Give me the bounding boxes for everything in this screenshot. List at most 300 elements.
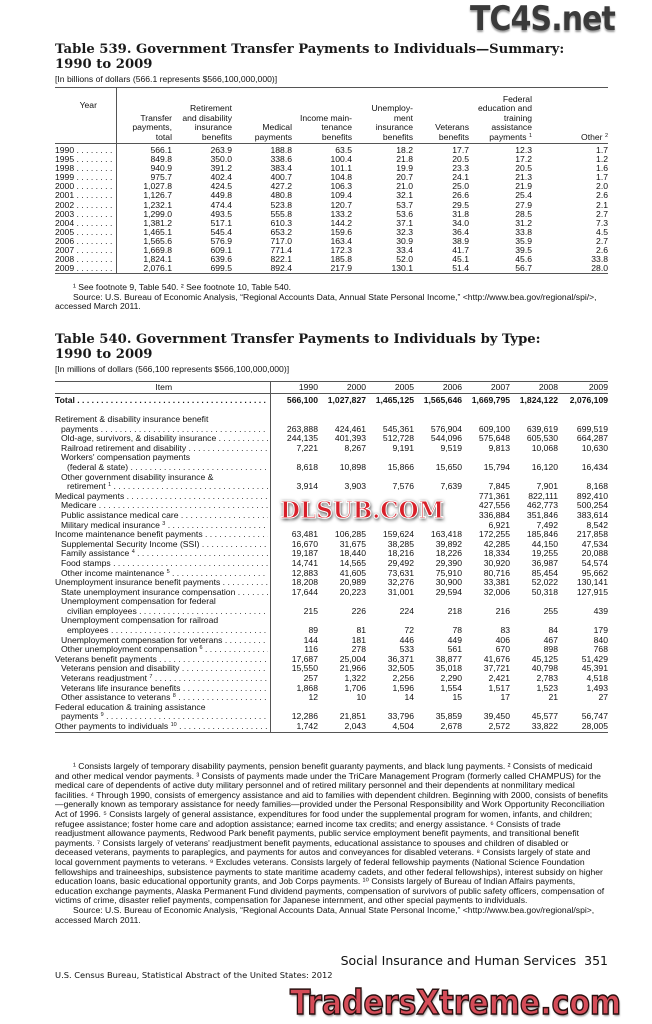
value-cell: 20.5 <box>452 155 469 165</box>
value-cell <box>414 473 462 483</box>
table-row <box>55 155 608 164</box>
column-header <box>55 88 116 144</box>
value-cell: 38,285 <box>387 539 414 549</box>
value-cell: 12.3 <box>515 145 532 155</box>
footnote-marker: 3 <box>162 520 166 527</box>
value-cell: 12 <box>308 693 318 703</box>
value-cell: 44,150 <box>531 539 558 549</box>
year-label: 2004 . . . <box>55 219 113 228</box>
item-label-text: (federal & state) <box>67 462 129 472</box>
year-label: 1998 . . . <box>55 164 113 173</box>
value-cell: 480.8 <box>270 191 292 201</box>
year-label: 1990 . . . <box>55 146 113 155</box>
value-cell: 1,517 <box>488 683 510 693</box>
table-row <box>55 684 608 694</box>
value-cell: 3,914 <box>296 482 318 492</box>
value-cell: 391.2 <box>210 164 232 174</box>
value-cell: 1,596 <box>392 683 414 693</box>
value-cell: 10 <box>356 693 366 703</box>
item-label <box>55 626 268 636</box>
value-cell: 63,481 <box>291 530 318 540</box>
item-label-cell <box>55 521 270 531</box>
source-note: Source: U.S. Bureau of Economic Analysis, “Regional Accounts Data, Annual State Personal Income,” <http://www.bea.gov/regional/spi>, accessed March 2011. <box>55 904 595 925</box>
value-cell: 17,644 <box>291 587 318 597</box>
value-cell: 38,877 <box>435 654 462 664</box>
value-cell: 406 <box>495 635 510 645</box>
value-cell <box>510 703 558 713</box>
item-label-text: Income maintenance benefit payments <box>55 530 203 540</box>
value-cell: 639,619 <box>526 424 558 434</box>
table-row <box>55 616 608 626</box>
value-cell: 31,001 <box>387 587 414 597</box>
value-cell: 7.3 <box>596 218 608 228</box>
item-label-cell <box>55 501 270 511</box>
value-cell: 512,728 <box>382 434 414 444</box>
value-cell: 15,794 <box>483 462 510 472</box>
item-label-cell <box>55 530 270 540</box>
value-cell: 1,027.8 <box>143 182 172 192</box>
value-cell: 216 <box>495 606 510 616</box>
value-cell: 1.6 <box>596 164 608 174</box>
title-line: Table 540. Government Transfer Payments to Individuals by Type: <box>55 332 541 347</box>
column-header: 2008 <box>538 382 558 392</box>
value-cell: 1,742 <box>296 722 318 731</box>
year-cell <box>55 182 116 191</box>
value-cell <box>318 453 366 463</box>
item-label-cell <box>55 540 270 550</box>
value-cell <box>510 597 558 607</box>
value-cell: 1,868 <box>296 683 318 693</box>
value-cell: 185,846 <box>526 530 558 540</box>
item-label-cell <box>55 434 270 444</box>
value-cell: 561 <box>447 645 462 655</box>
item-label-text: Medical payments <box>55 491 125 501</box>
value-cell: 544,096 <box>430 434 462 444</box>
value-cell <box>462 415 510 425</box>
item-label <box>55 607 268 617</box>
value-cell: 2,421 <box>488 674 510 684</box>
value-cell: 84 <box>548 626 558 636</box>
footnote-marker: 1 <box>108 482 112 489</box>
value-cell: 575,648 <box>478 434 510 444</box>
item-label-text: Public assistance medical care <box>61 510 179 520</box>
value-cell: 639.6 <box>210 255 232 265</box>
value-cell: 23.3 <box>452 164 469 174</box>
value-cell: 21 <box>548 693 558 703</box>
value-cell: 21.9 <box>515 182 532 192</box>
footnotes: ¹ See footnote 9, Table 540. ² See footnote 10, Table 540. <box>73 282 292 292</box>
table-540 <box>55 381 608 733</box>
year-cell <box>55 210 116 219</box>
value-cell <box>270 473 318 483</box>
item-label-cell <box>55 473 270 483</box>
table-row <box>55 674 608 684</box>
table-row <box>55 693 608 703</box>
value-cell: 89 <box>308 626 318 636</box>
value-cell: 20,088 <box>581 549 608 559</box>
value-cell: 130,141 <box>576 578 608 588</box>
value-cell <box>318 473 366 483</box>
item-label-cell <box>55 588 270 598</box>
value-cell: 33,381 <box>483 578 510 588</box>
column-header-label: Federal education and training assistance payments <box>478 93 532 142</box>
item-label <box>55 463 268 473</box>
column-header-label: Other <box>581 131 603 142</box>
value-cell: 10,898 <box>339 462 366 472</box>
value-cell: 2.6 <box>596 191 608 201</box>
item-label-text: Food stamps <box>61 558 111 568</box>
value-cell: 144.2 <box>330 218 352 228</box>
item-label-text: State unemployment insurance compensation <box>61 587 236 597</box>
value-cell: 2,678 <box>440 722 462 731</box>
value-cell: 892.4 <box>270 264 292 274</box>
item-label <box>55 425 268 435</box>
item-label-cell <box>55 693 270 703</box>
item-label <box>55 578 268 588</box>
column-header-label: Unemploy-ment insurance benefits <box>371 103 413 142</box>
value-cell: 257 <box>303 674 318 684</box>
value-cell: 2,572 <box>488 722 510 731</box>
table-row <box>55 588 608 598</box>
value-cell: 2.7 <box>596 236 608 246</box>
value-cell <box>366 453 414 463</box>
value-cell: 18.2 <box>396 145 413 155</box>
item-label-cell <box>55 616 270 626</box>
value-cell: 1,565.6 <box>143 236 172 246</box>
table-row <box>55 210 608 219</box>
item-label-text: payments <box>61 712 99 722</box>
value-cell <box>270 453 318 463</box>
value-cell: 56.7 <box>515 264 532 274</box>
value-cell: 20,989 <box>339 578 366 588</box>
value-cell: 263.9 <box>210 145 232 155</box>
value-cell: 462,773 <box>526 501 558 511</box>
value-cell: 53.6 <box>396 209 413 219</box>
item-label <box>55 712 268 722</box>
value-cell: 215 <box>303 606 318 616</box>
value-cell <box>510 407 558 415</box>
value-cell: 47,534 <box>581 539 608 549</box>
year-cell <box>55 144 116 156</box>
table-row <box>55 425 608 435</box>
year-label: 2000 . . . <box>55 182 113 191</box>
value-cell: 36,987 <box>531 558 558 568</box>
footnote-marker: 6 <box>199 645 203 652</box>
year-cell <box>55 173 116 182</box>
footnote-marker: 7 <box>149 674 153 681</box>
value-cell <box>318 597 366 607</box>
table-539-notes <box>55 283 608 312</box>
table-row <box>55 703 608 713</box>
value-cell: 21.0 <box>396 182 413 192</box>
value-cell: 439 <box>593 606 608 616</box>
column-header: 2006 <box>442 382 462 392</box>
value-cell: 29,390 <box>435 558 462 568</box>
value-cell: 15,550 <box>291 664 318 674</box>
item-label-text: Veterans readjustment <box>61 674 147 684</box>
value-cell: 172.3 <box>330 246 352 256</box>
column-header: 2000 <box>346 382 366 392</box>
value-cell: 19.9 <box>396 164 413 174</box>
value-cell: 19,187 <box>291 549 318 559</box>
value-cell: 159,624 <box>382 530 414 540</box>
table-row <box>55 559 608 569</box>
item-label-cell <box>55 511 270 521</box>
footnote-marker: 8 <box>172 693 176 700</box>
column-header-label: Retirement and disability insurance benefits <box>182 103 232 142</box>
value-cell: 52.0 <box>396 255 413 265</box>
footnote-marker: 4 <box>131 549 135 556</box>
item-label-cell <box>55 407 270 415</box>
page-footer-section <box>341 953 608 968</box>
value-cell: 1,126.7 <box>143 191 172 201</box>
year-label: 2007 . . . <box>55 246 113 255</box>
item-label <box>55 453 268 463</box>
item-label <box>55 415 268 425</box>
value-cell: 849.8 <box>150 155 172 165</box>
value-cell: 85,454 <box>531 568 558 578</box>
value-cell: 7,901 <box>536 482 558 492</box>
value-cell: 34.0 <box>452 218 469 228</box>
table-row <box>55 453 608 463</box>
value-cell <box>414 703 462 713</box>
value-cell <box>414 415 462 425</box>
value-cell: 21.3 <box>515 173 532 183</box>
value-cell: 545.4 <box>210 227 232 237</box>
value-cell: 771.4 <box>270 246 292 256</box>
value-cell: 9,519 <box>440 443 462 453</box>
value-cell: 16,670 <box>291 539 318 549</box>
value-cell: 1,232.1 <box>143 200 172 210</box>
footnote-marker: 5 <box>166 568 170 575</box>
year-cell <box>55 246 116 255</box>
value-cell: 95,662 <box>581 568 608 578</box>
table-539-unit: [In billions of dollars (566.1 represents $566,100,000,000)] <box>55 74 278 84</box>
value-cell: 104.8 <box>330 173 352 183</box>
item-label <box>55 664 268 674</box>
value-cell: 14 <box>404 693 414 703</box>
value-cell: 402.4 <box>210 173 232 183</box>
value-cell: 159.6 <box>330 227 352 237</box>
value-cell: 7,845 <box>488 482 510 492</box>
column-header-label: Medical payments <box>254 122 292 142</box>
value-cell: 401,393 <box>334 434 366 444</box>
value-cell <box>510 415 558 425</box>
value-cell: 822,111 <box>528 491 558 501</box>
value-cell <box>558 597 608 607</box>
value-cell: 172,255 <box>478 530 510 540</box>
value-cell: 1.2 <box>596 155 608 165</box>
value-cell: 18,208 <box>291 578 318 588</box>
value-cell: 424.5 <box>210 182 232 192</box>
value-cell: 130.1 <box>391 264 413 274</box>
item-label-text: Other payments to individuals <box>55 722 169 731</box>
value-cell: 1,381.2 <box>143 218 172 228</box>
value-cell <box>318 415 366 425</box>
column-header-label: Transfer payments, total <box>132 112 172 142</box>
item-label <box>55 473 268 483</box>
value-cell: 1.7 <box>596 173 608 183</box>
value-cell: 474.4 <box>210 200 232 210</box>
value-cell: 32,276 <box>387 578 414 588</box>
table-row <box>55 655 608 665</box>
value-cell: 555.8 <box>270 209 292 219</box>
column-header-label: Year <box>79 99 97 110</box>
table-row <box>55 246 608 255</box>
value-cell: 54,574 <box>581 558 608 568</box>
value-cell: 566,100 <box>286 395 318 405</box>
value-cell: 1,565,646 <box>423 395 462 405</box>
value-cell: 21.8 <box>396 155 413 165</box>
year-cell <box>55 201 116 210</box>
title-line: 1990 to 2009 <box>55 346 153 362</box>
value-cell: 2,076.1 <box>143 264 172 274</box>
value-cell: 4,518 <box>586 674 608 684</box>
table-row <box>55 228 608 237</box>
value-cell <box>366 616 414 626</box>
value-cell: 19,255 <box>531 549 558 559</box>
title-line: 1990 to 2009 <box>55 56 153 72</box>
section-name: Social Insurance and Human Services <box>340 953 577 968</box>
value-cell: 179 <box>593 626 608 636</box>
item-label-cell <box>55 703 270 713</box>
value-cell: 20.5 <box>515 164 532 174</box>
value-cell <box>366 703 414 713</box>
item-label-cell <box>55 482 270 492</box>
item-label-text: payments <box>61 424 99 434</box>
table-row <box>55 191 608 200</box>
table-row <box>55 540 608 550</box>
year-label: 2008 . . . <box>55 255 113 264</box>
value-cell: 9,191 <box>392 443 414 453</box>
value-cell: 244,135 <box>286 434 318 444</box>
column-header: Item <box>55 382 270 394</box>
value-cell: 2,076,109 <box>569 395 608 405</box>
value-cell: 1,465.1 <box>143 227 172 237</box>
value-cell: 45,125 <box>531 654 558 664</box>
table-row <box>55 712 608 722</box>
value-cell: 892,410 <box>576 491 608 501</box>
item-label <box>55 616 268 626</box>
item-label-cell <box>55 394 270 408</box>
item-label-text: Unemployment insurance benefit payments <box>55 578 221 588</box>
value-cell: 188.8 <box>270 145 292 155</box>
value-cell: 15,866 <box>387 462 414 472</box>
value-cell: 7,639 <box>440 482 462 492</box>
value-cell: 278 <box>351 645 366 655</box>
value-cell: 120.7 <box>330 200 352 210</box>
year-label: 2009 . . . <box>55 264 113 273</box>
value-cell <box>558 407 608 415</box>
table-row <box>55 482 608 492</box>
value-cell: 83 <box>500 626 510 636</box>
value-cell: 32,505 <box>387 664 414 674</box>
value-cell: 163,418 <box>430 530 462 540</box>
item-label-cell <box>55 655 270 665</box>
value-cell: 80,716 <box>483 568 510 578</box>
value-cell: 4,504 <box>392 722 414 731</box>
table-row <box>55 597 608 607</box>
value-cell: 224 <box>399 606 414 616</box>
value-cell <box>366 473 414 483</box>
item-label-text: Military medical insurance <box>61 520 160 530</box>
value-cell: 566.1 <box>150 145 172 155</box>
value-cell: 2.0 <box>596 182 608 192</box>
year-label: 2006 . . . <box>55 237 113 246</box>
table-row <box>55 549 608 559</box>
value-cell <box>558 616 608 626</box>
value-cell: 7,492 <box>536 520 558 530</box>
value-cell: 263,888 <box>286 424 318 434</box>
value-cell: 1,706 <box>344 683 366 693</box>
value-cell: 41,676 <box>483 654 510 664</box>
item-label <box>55 684 268 694</box>
value-cell: 15,650 <box>435 462 462 472</box>
table-row <box>55 578 608 588</box>
value-cell: 1,523 <box>536 683 558 693</box>
value-cell <box>318 407 366 415</box>
column-header <box>116 88 172 144</box>
value-cell: 75,910 <box>435 568 462 578</box>
item-label <box>55 722 268 732</box>
item-label-text: Veterans pension and disability <box>61 664 180 674</box>
value-cell: 25.0 <box>452 182 469 192</box>
value-cell: 2.1 <box>596 200 608 210</box>
year-label: 1995 . . . <box>55 155 113 164</box>
value-cell: 17,687 <box>291 654 318 664</box>
value-cell <box>270 415 318 425</box>
value-cell <box>270 407 318 415</box>
value-cell: 449.8 <box>210 191 232 201</box>
table-row <box>55 722 608 732</box>
value-cell: 670 <box>495 645 510 655</box>
value-cell: 33,822 <box>531 722 558 731</box>
value-cell <box>270 616 318 626</box>
item-label <box>55 444 268 454</box>
value-cell <box>414 616 462 626</box>
table-row <box>55 182 608 191</box>
value-cell: 10,630 <box>581 443 608 453</box>
value-cell: 500,254 <box>576 501 608 511</box>
value-cell: 400.7 <box>270 173 292 183</box>
item-label-cell <box>55 444 270 454</box>
item-label <box>55 636 268 646</box>
item-label-cell <box>55 597 270 607</box>
value-cell: 768 <box>593 645 608 655</box>
value-cell <box>366 597 414 607</box>
value-cell: 12,883 <box>291 568 318 578</box>
value-cell <box>414 407 462 415</box>
column-header <box>352 88 413 144</box>
column-header <box>532 88 608 144</box>
item-label-text: Veterans benefit payments <box>55 654 157 664</box>
value-cell: 50,318 <box>531 587 558 597</box>
value-cell: 17 <box>500 693 510 703</box>
year-cell <box>55 155 116 164</box>
value-cell: 78 <box>452 626 462 636</box>
value-cell: 17.2 <box>515 155 532 165</box>
table-row <box>55 144 608 156</box>
value-cell: 2.6 <box>596 246 608 256</box>
value-cell: 226 <box>351 606 366 616</box>
item-label-cell <box>55 722 270 732</box>
item-label-text: Unemployment compensation for railroad <box>61 616 219 626</box>
item-label-text: civilian employees <box>67 606 137 616</box>
value-cell: 8,618 <box>296 462 318 472</box>
value-cell: 81 <box>356 626 366 636</box>
table-row <box>55 645 608 655</box>
value-cell: 106,285 <box>334 530 366 540</box>
